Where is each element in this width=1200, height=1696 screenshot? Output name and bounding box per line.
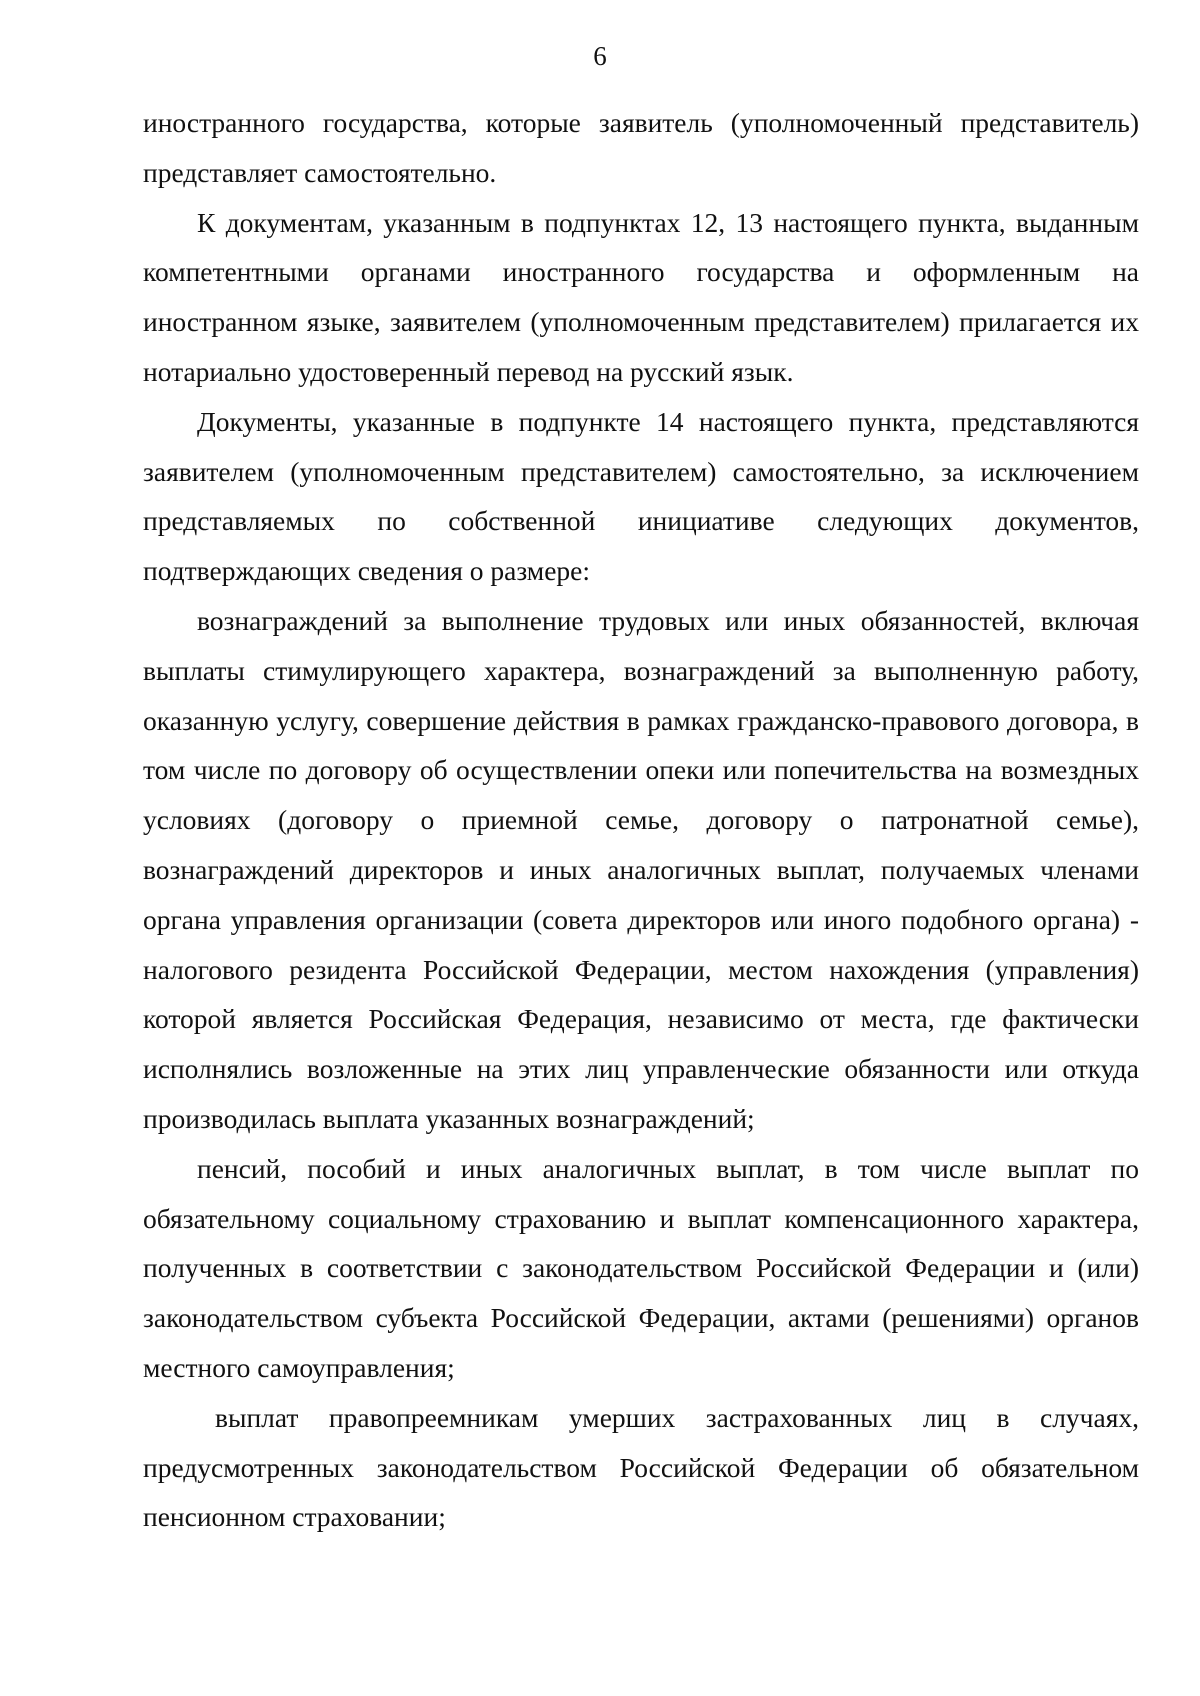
- paragraph-pensions-benefits: пенсий, пособий и иных аналогичных выплат, в том числе выплат по обязательному социальному страхованию и выплат компенсационного характера, полученных в соответствии с законодательством Российской Федерации и (или) законодательством субъекта Российской Федерации, актами (решениями) органов местного самоуправления;: [143, 1152, 1139, 1383]
- paragraph-continuation: иностранного государства, которые заявитель (уполномоченный представитель) представляет самостоятельно.: [143, 107, 1139, 188]
- paragraph-documents-subpoint-14: Документы, указанные в подпункте 14 настоящего пункта, представляются заявителем (уполномоченным представителем) самостоятельно, за исключением представляемых по собственной инициативе следующих документов, подтверждающих сведения о размере:: [143, 405, 1139, 587]
- paragraph-successor-payments: выплат правопреемникам умерших застрахованных лиц в случаях, предусмотренных законодательством Российской Федерации об обязательном пенсионном страховании;: [143, 1401, 1139, 1533]
- document-body: [143, 98, 1139, 1542]
- paragraph-translation-requirement: К документам, указанным в подпунктах 12, 13 настоящего пункта, выданным компетентными органами иностранного государства и оформленным на иностранном языке, заявителем (уполномоченным представителем) прилагается их нотариально удостоверенный перевод на русский язык.: [143, 206, 1139, 387]
- paragraph-remuneration: вознаграждений за выполнение трудовых или иных обязанностей, включая выплаты стимулирующего характера, вознаграждений за выполненную работу, оказанную услугу, совершение действия в рамках гражданско-правового договора, в том числе по договору об осуществлении опеки или попечительства на возмездных условиях (договору о приемной семье, договору о патронатной семье), вознаграждений директоров и иных аналогичных выплат, получаемых членами органа управления организации (совета директоров или иного подобного органа) - налогового резидента Российской Федерации, местом нахождения (управления) которой является Российская Федерация, независимо от места, где фактически исполнялись возложенные на этих лиц управленческие обязанности или откуда производилась выплата указанных вознаграждений;: [143, 604, 1139, 1134]
- page-number: 6: [593, 41, 607, 71]
